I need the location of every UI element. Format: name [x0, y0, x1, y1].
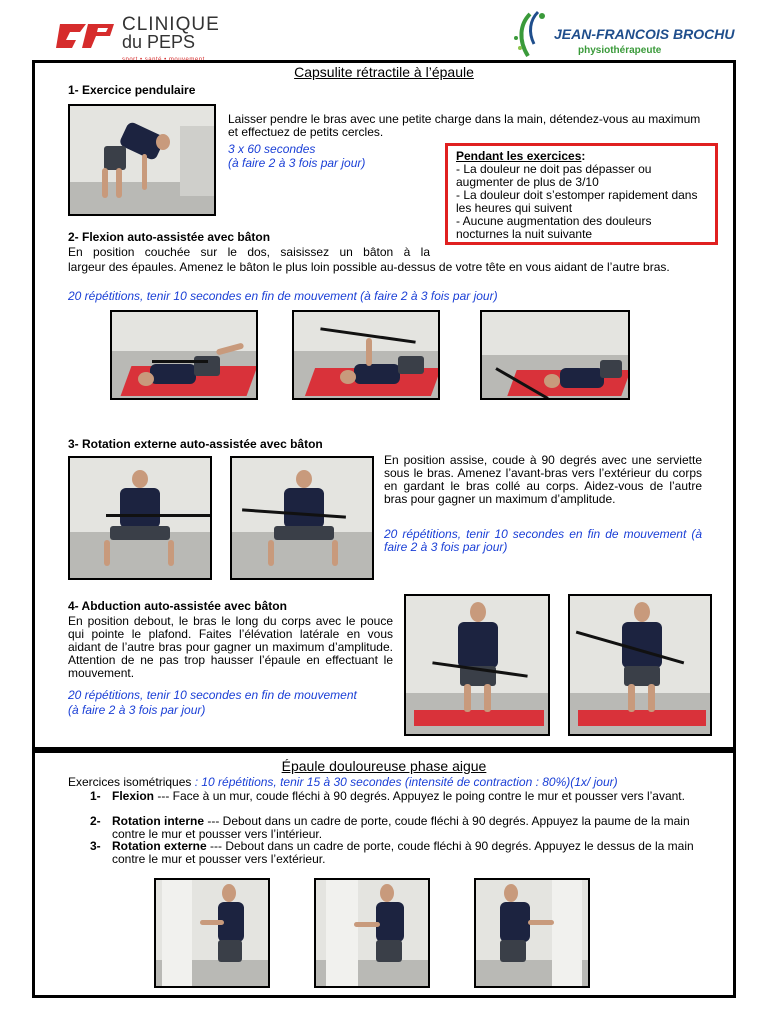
- ex2-photo-2: [292, 310, 440, 400]
- ex2-photo-3: [480, 310, 630, 400]
- list-item: [112, 790, 708, 803]
- ex1-pendulum-photo: [68, 104, 216, 216]
- isometric-external-rotation-photo: [474, 878, 590, 988]
- list-item-text: --- Debout dans un cadre de porte, coude fléchi à 90 degrés. Appuyez la paume de la main contre le mur et pousser vers l’intérieur.: [112, 814, 690, 841]
- ex4-photo-1: [404, 594, 550, 736]
- ex3-photo-1: [68, 456, 212, 580]
- list-item-name: Rotation interne: [112, 814, 204, 828]
- ex2-heading: 2- Flexion auto-assistée avec bâton: [68, 230, 271, 244]
- physio-name: JEAN-FRANCOIS BROCHU: [554, 26, 735, 42]
- ex3-heading: 3- Rotation externe auto-assistée avec bâton: [68, 437, 323, 451]
- ex1-dose-2: (à faire 2 à 3 fois par jour): [228, 156, 366, 170]
- ex4-photo-2: [568, 594, 712, 736]
- ex4-heading: 4- Abduction auto-assistée avec bâton: [68, 599, 287, 613]
- ex1-text: Laisser pendre le bras avec une petite charge dans la main, détendez-vous au maximum et effectuez de petits cercles.: [228, 112, 701, 139]
- ex1-heading: 1- Exercice pendulaire: [68, 83, 196, 97]
- section2-intro: [68, 776, 618, 789]
- isometric-flexion-photo: [154, 878, 270, 988]
- ex4-dose-2: (à faire 2 à 3 fois par jour): [68, 703, 206, 717]
- physio-role: physiothérapeute: [578, 45, 662, 56]
- list-item-num: 3-: [90, 839, 101, 853]
- section2-title: Épaule douloureuse phase aigue: [281, 758, 487, 774]
- physio-logo: [500, 8, 760, 60]
- clinic-logo-icon: [56, 20, 118, 52]
- list-item: [112, 840, 708, 866]
- warning-title: Pendant les exercices: [456, 149, 582, 163]
- list-item-name: Flexion: [112, 789, 155, 803]
- warning-colon: :: [581, 149, 586, 163]
- ex2-dose: 20 répétitions, tenir 10 secondes en fin de mouvement (à faire 2 à 3 fois par jour): [68, 289, 498, 303]
- ex4-text: En position debout, le bras le long du corps avec le pouce qui pointe le plafond. Faites l’élévation latérale en vous aidant de l’autre bras pour gagner un maximum d’amplitude. Attention de ne pas trop hausser l’épaule en effectuant le mouvement.: [68, 614, 393, 680]
- list-item-num: 2-: [90, 814, 101, 828]
- isometric-internal-rotation-photo: [314, 878, 430, 988]
- list-item-name: Rotation externe: [112, 839, 207, 853]
- ex2-text-line1: En position couchée sur le dos, saisissez un bâton à la: [68, 245, 430, 259]
- ex3-text: En position assise, coude à 90 degrés avec une serviette sous le bras. Amenez l’avant-bras vers l’extérieur du corps en gardant le bras collé au corps. Aidez-vous de l’autre bras pour gagner un maximum d’amplitude.: [384, 453, 702, 506]
- ex1-dose-1: 3 x 60 secondes: [228, 142, 316, 156]
- section1-title: Capsulite rétractile à l’épaule: [294, 64, 474, 80]
- clinique-du-peps-logo: [50, 14, 240, 63]
- list-item-text: --- Debout dans un cadre de porte, coude fléchi à 90 degrés. Appuyez le dessus de la main contre le mur et pousser vers l’extérieur.: [112, 839, 694, 866]
- ex2-text-rest: largeur des épaules. Amenez le bâton le plus loin possible au-dessus de votre tête en vous aidant de l’autre bras.: [68, 260, 670, 274]
- warning-line-1: - La douleur ne doit pas dépasser ou augmenter de plus de 3/10: [456, 162, 652, 189]
- exercise-warning-box: [445, 143, 718, 245]
- list-item: [112, 815, 708, 841]
- clinic-tagline: sport • santé • mouvement: [122, 57, 205, 63]
- section2-intro-label: Exercices isométriques: [68, 775, 192, 789]
- clinic-name-line2: du PEPS: [122, 32, 196, 52]
- list-item-text: --- Face à un mur, coude fléchi à 90 degrés. Appuyez le poing contre le mur et pousser vers l’avant.: [154, 789, 685, 803]
- section2-intro-dose: : 10 répétitions, tenir 15 à 30 secondes (intensité de contraction : 80%)(1x/ jour): [191, 775, 618, 789]
- ex3-photo-2: [230, 456, 374, 580]
- ex4-dose-1: 20 répétitions, tenir 10 secondes en fin de mouvement: [68, 688, 357, 702]
- ex3-dose: 20 répétitions, tenir 10 secondes en fin de mouvement (à faire 2 à 3 fois par jour): [384, 527, 702, 554]
- physio-swoosh-icon: [500, 10, 560, 60]
- ex2-photo-1: [110, 310, 258, 400]
- warning-line-2: - La douleur doit s’estomper rapidement dans les heures qui suivent: [456, 188, 698, 215]
- list-item-num: 1-: [90, 789, 101, 803]
- clinic-name-line1: CLINIQUE: [122, 14, 220, 35]
- warning-line-3: - Aucune augmentation des douleurs nocturnes la nuit suivante: [456, 214, 652, 241]
